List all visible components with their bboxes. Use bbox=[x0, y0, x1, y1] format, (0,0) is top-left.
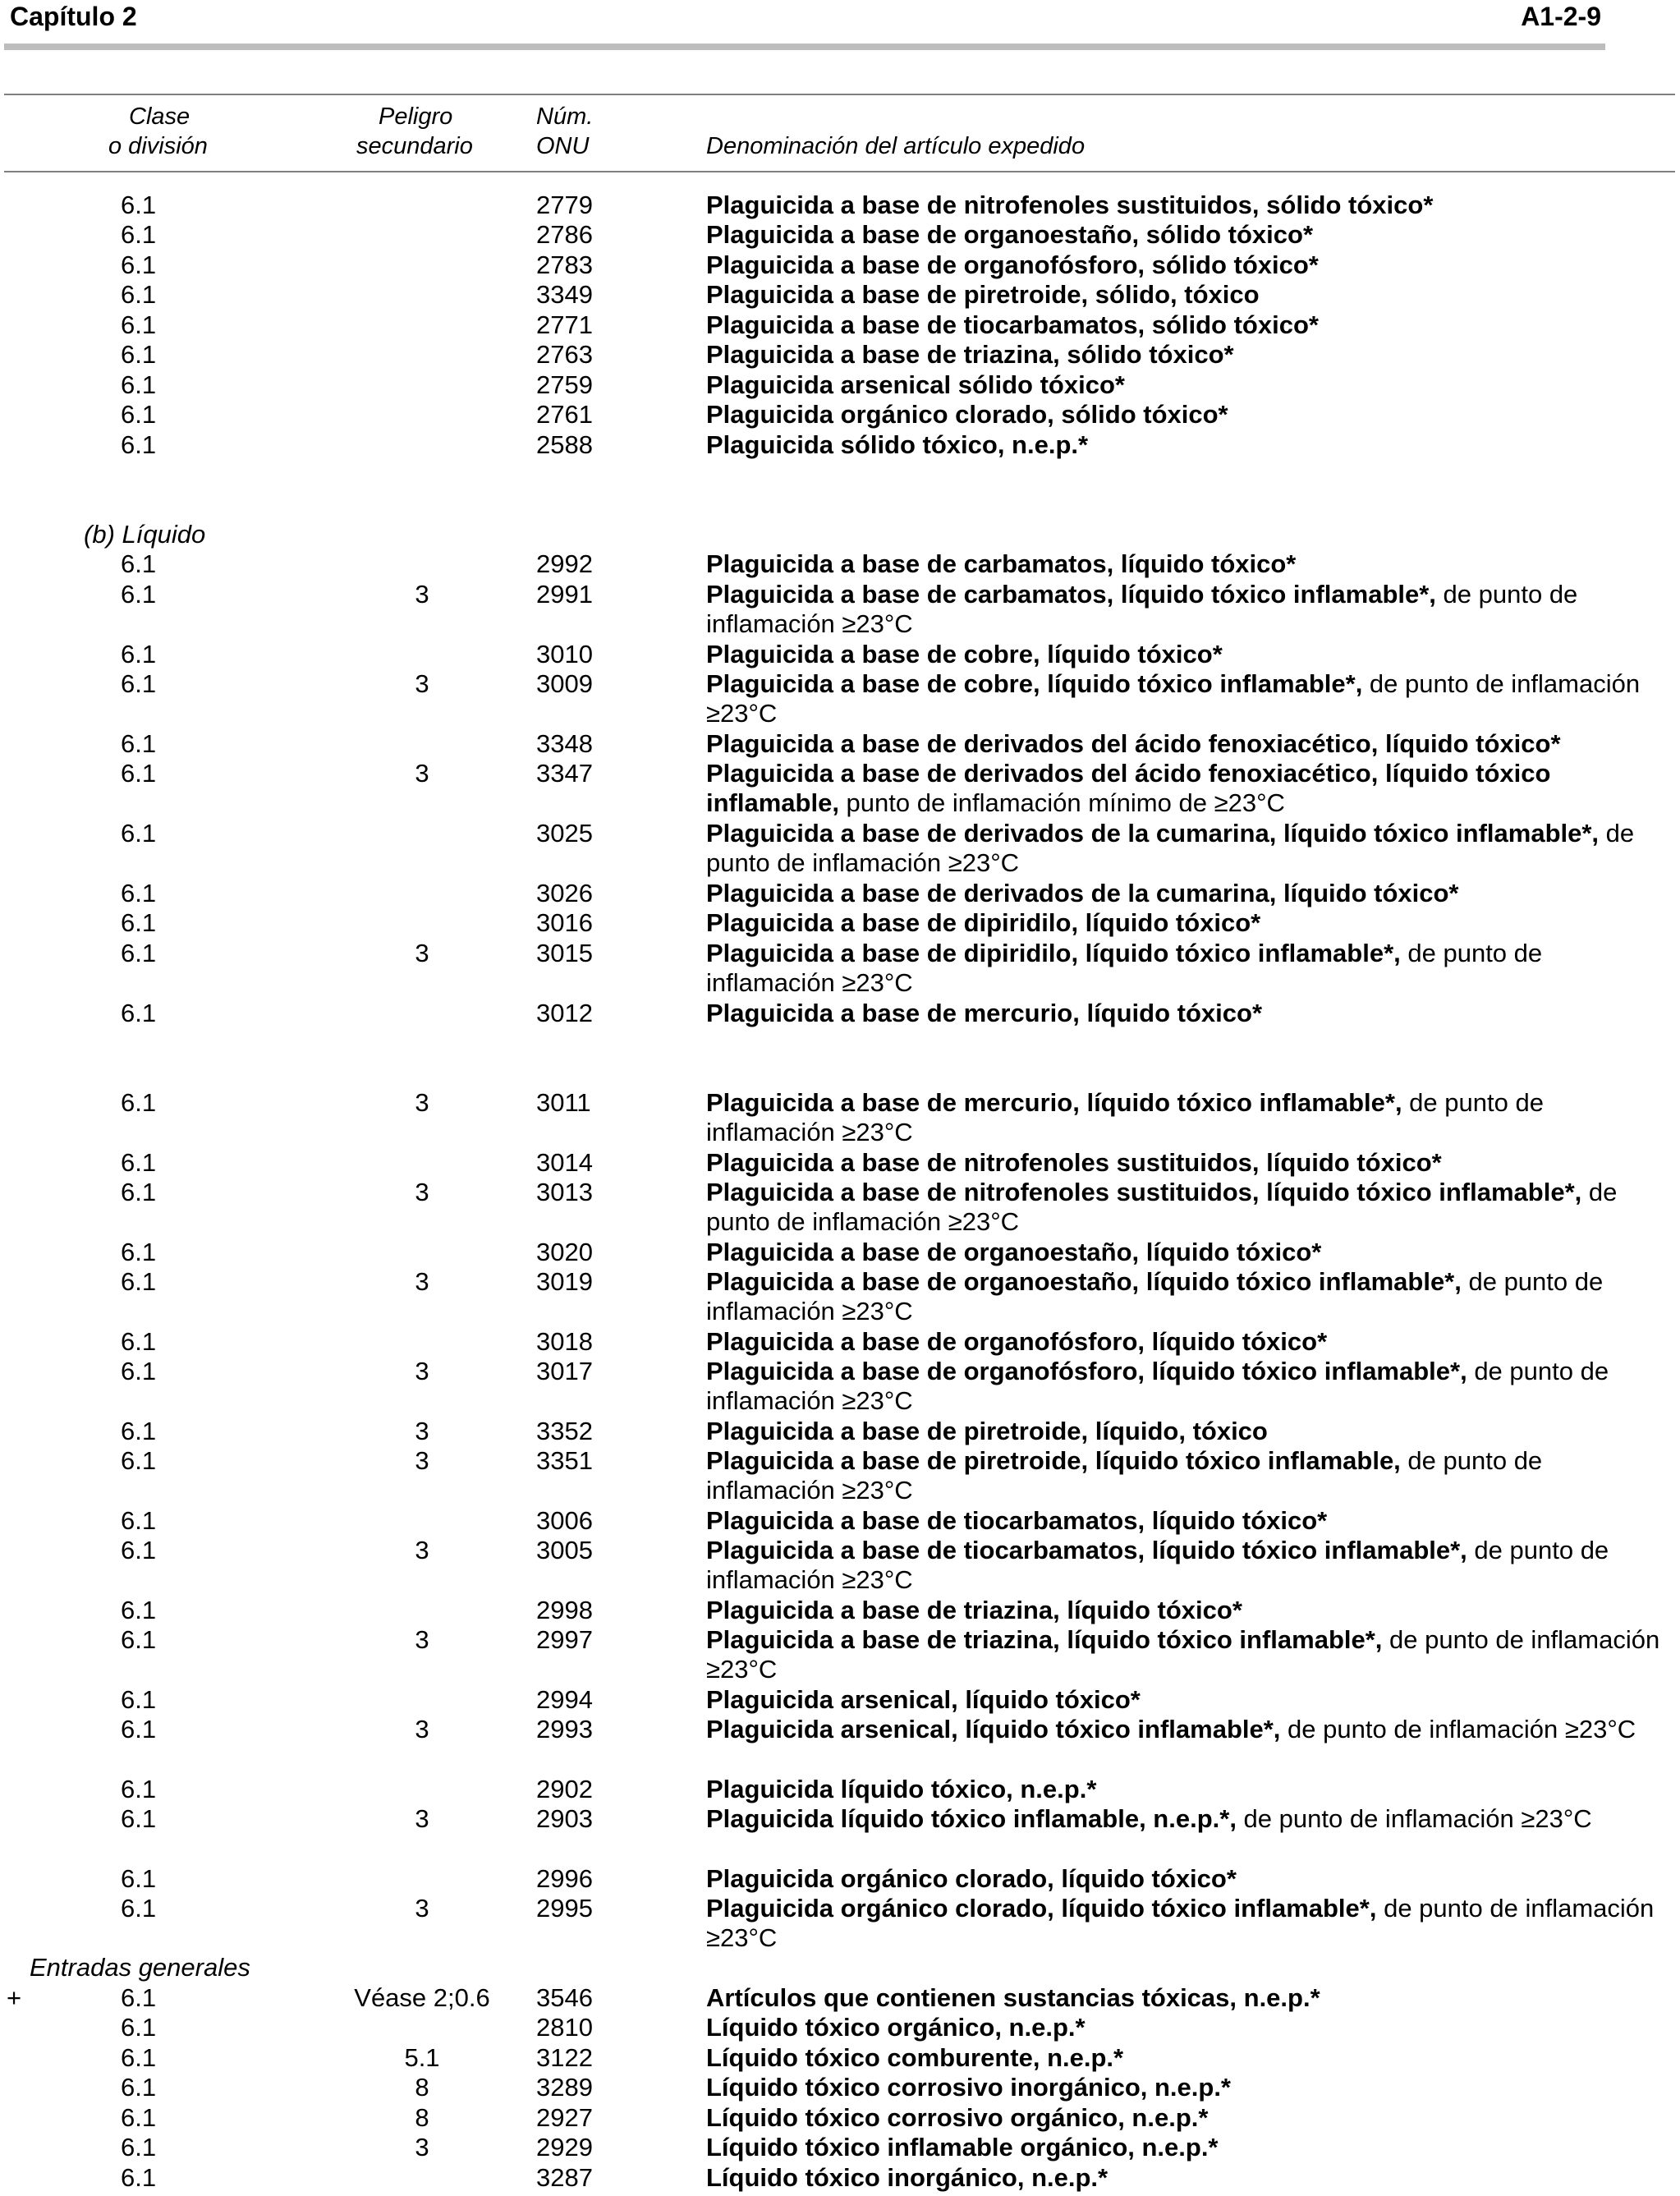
shipping-name-cell bbox=[706, 580, 1672, 640]
un-number-cell: 2997 bbox=[536, 1625, 593, 1654]
shipping-name-rest: de punto de inflamación ≥23°C bbox=[706, 1088, 1544, 1147]
class-cell: 6.1 bbox=[121, 669, 157, 698]
shipping-name-bold: Plaguicida arsenical sólido tóxico* bbox=[706, 370, 1125, 399]
table-top-rule bbox=[4, 94, 1675, 95]
shipping-name-rest: de punto de inflamación ≥23°C bbox=[706, 1267, 1604, 1326]
shipping-name-bold: Líquido tóxico corrosivo inorgánico, n.e.p.* bbox=[706, 2073, 1231, 2102]
shipping-name-bold: Líquido tóxico comburente, n.e.p.* bbox=[706, 2043, 1124, 2072]
class-cell: 6.1 bbox=[121, 1536, 157, 1564]
class-cell: 6.1 bbox=[121, 759, 157, 788]
shipping-name-rest: de punto de inflamación ≥23°C bbox=[706, 1536, 1609, 1595]
un-number-cell: 2992 bbox=[536, 549, 593, 578]
shipping-name-bold: Plaguicida orgánico clorado, líquido tóxico inflamable*, bbox=[706, 1894, 1377, 1923]
un-number-cell: 2588 bbox=[536, 430, 593, 459]
shipping-name-cell bbox=[706, 280, 1672, 310]
page-number: A1-2-9 bbox=[1521, 2, 1601, 31]
shipping-name-bold: Plaguicida a base de piretroide, líquido, tóxico bbox=[706, 1417, 1268, 1445]
un-number-cell: 2927 bbox=[536, 2103, 593, 2132]
secondary-hazard-value: 5.1 bbox=[404, 2043, 440, 2072]
col-head-class-2: o división bbox=[108, 133, 208, 159]
un-number-cell: 3019 bbox=[536, 1267, 593, 1296]
class-cell: 6.1 bbox=[121, 1357, 157, 1385]
shipping-name-bold: Plaguicida a base de triazina, sólido tóxico* bbox=[706, 340, 1234, 369]
shipping-name-bold: Plaguicida a base de carbamatos, líquido tóxico inflamable*, bbox=[706, 580, 1436, 609]
shipping-name-bold: Plaguicida a base de nitrofenoles sustituidos, líquido tóxico inflamable*, bbox=[706, 1178, 1582, 1206]
class-cell: 6.1 bbox=[121, 1685, 157, 1714]
shipping-name-cell bbox=[706, 549, 1672, 579]
shipping-name-bold: Plaguicida a base de mercurio, líquido tóxico* bbox=[706, 999, 1263, 1027]
shipping-name-bold: Plaguicida a base de carbamatos, líquido tóxico* bbox=[706, 549, 1297, 578]
class-cell: 6.1 bbox=[121, 1178, 157, 1206]
secondary-hazard-value: 8 bbox=[415, 2103, 429, 2132]
col-head-class-1: Clase bbox=[129, 103, 190, 130]
class-cell: 6.1 bbox=[121, 549, 157, 578]
class-cell: 6.1 bbox=[121, 1864, 157, 1893]
class-cell: 6.1 bbox=[121, 879, 157, 907]
un-number-cell: 3020 bbox=[536, 1238, 593, 1266]
class-cell: 6.1 bbox=[121, 1715, 157, 1743]
class-cell: 6.1 bbox=[121, 340, 157, 369]
shipping-name-cell bbox=[706, 430, 1672, 460]
un-number-cell: 3122 bbox=[536, 2043, 593, 2072]
shipping-name-cell bbox=[706, 1536, 1672, 1596]
shipping-name-cell bbox=[706, 1357, 1672, 1417]
class-cell: 6.1 bbox=[121, 400, 157, 429]
shipping-name-cell bbox=[706, 1088, 1672, 1148]
un-number-cell: 3013 bbox=[536, 1178, 593, 1206]
un-number-cell: 2771 bbox=[536, 310, 593, 339]
un-number-cell: 2783 bbox=[536, 250, 593, 279]
un-number-cell: 3352 bbox=[536, 1417, 593, 1445]
secondary-hazard-value: 3 bbox=[415, 1715, 429, 1743]
shipping-name-bold: Plaguicida a base de piretroide, líquido tóxico inflamable, bbox=[706, 1446, 1401, 1475]
class-cell: 6.1 bbox=[121, 1446, 157, 1475]
shipping-name-cell bbox=[706, 220, 1672, 250]
shipping-name-rest: punto de inflamación mínimo de ≥23°C bbox=[838, 788, 1285, 818]
un-number-cell: 3012 bbox=[536, 999, 593, 1027]
un-number-cell: 2995 bbox=[536, 1894, 593, 1923]
un-number-cell: 3348 bbox=[536, 729, 593, 758]
shipping-name-rest: de punto de inflamación ≥23°C bbox=[706, 1178, 1618, 1237]
class-cell: 6.1 bbox=[121, 2103, 157, 2132]
shipping-name-cell bbox=[706, 1625, 1672, 1685]
class-cell: 6.1 bbox=[121, 250, 157, 279]
un-number-cell: 3011 bbox=[536, 1088, 591, 1117]
shipping-name-bold: Plaguicida a base de tiocarbamatos, líquido tóxico* bbox=[706, 1506, 1328, 1535]
shipping-name-cell bbox=[706, 729, 1672, 759]
shipping-name-cell bbox=[706, 1178, 1672, 1238]
class-cell: 6.1 bbox=[121, 729, 157, 758]
class-cell: 6.1 bbox=[121, 2163, 157, 2192]
secondary-hazard-value: 3 bbox=[415, 1088, 429, 1117]
un-number-cell: 2763 bbox=[536, 340, 593, 369]
secondary-hazard-value: 3 bbox=[415, 759, 429, 788]
shipping-name-cell bbox=[706, 640, 1672, 669]
shipping-name-bold: Plaguicida a base de nitrofenoles sustituidos, líquido tóxico* bbox=[706, 1148, 1442, 1177]
shipping-name-bold: Plaguicida arsenical, líquido tóxico inflamable*, bbox=[706, 1715, 1281, 1743]
shipping-name-bold: Plaguicida a base de cobre, líquido tóxico* bbox=[706, 640, 1223, 668]
un-number-cell: 3014 bbox=[536, 1148, 593, 1177]
shipping-name-bold: Plaguicida a base de derivados del ácido fenoxiacético, líquido tóxico* bbox=[706, 729, 1561, 758]
col-head-secondary-1: Peligro bbox=[379, 103, 453, 130]
un-number-cell: 2991 bbox=[536, 580, 593, 609]
class-cell: 6.1 bbox=[121, 191, 157, 219]
shipping-name-bold: Plaguicida a base de triazina, líquido tóxico* bbox=[706, 1596, 1242, 1624]
shipping-name-bold: Líquido tóxico inflamable orgánico, n.e.p.* bbox=[706, 2133, 1219, 2162]
class-cell: 6.1 bbox=[121, 1804, 157, 1833]
un-number-cell: 3025 bbox=[536, 819, 593, 848]
un-number-cell: 3546 bbox=[536, 1983, 593, 2012]
class-cell: 6.1 bbox=[121, 2133, 157, 2162]
shipping-name-cell bbox=[706, 1685, 1672, 1715]
shipping-name-cell bbox=[706, 1327, 1672, 1357]
shipping-name-cell bbox=[706, 1775, 1672, 1804]
un-number-cell: 2993 bbox=[536, 1715, 593, 1743]
shipping-name-rest: de punto de inflamación ≥23°C bbox=[706, 669, 1641, 728]
shipping-name-bold: Plaguicida a base de triazina, líquido tóxico inflamable*, bbox=[706, 1625, 1383, 1654]
shipping-name-cell bbox=[706, 1596, 1672, 1625]
shipping-name-cell bbox=[706, 370, 1672, 400]
un-number-cell: 2810 bbox=[536, 2013, 593, 2042]
class-cell: 6.1 bbox=[121, 1088, 157, 1117]
shipping-name-bold: Plaguicida a base de organoestaño, sólido tóxico* bbox=[706, 220, 1314, 249]
secondary-hazard-value: 3 bbox=[415, 1625, 429, 1654]
shipping-name-bold: Plaguicida a base de dipiridilo, líquido tóxico inflamable*, bbox=[706, 939, 1401, 967]
class-cell: 6.1 bbox=[121, 1267, 157, 1296]
shipping-name-bold: Plaguicida a base de piretroide, sólido, tóxico bbox=[706, 280, 1260, 309]
secondary-hazard-value: Véase 2;0.6 bbox=[354, 1983, 490, 2012]
shipping-name-bold: Plaguicida a base de mercurio, líquido tóxico inflamable*, bbox=[706, 1088, 1402, 1117]
class-cell: 6.1 bbox=[121, 430, 157, 459]
shipping-name-rest: de punto de inflamación ≥23°C bbox=[706, 1625, 1660, 1684]
shipping-name-bold: Líquido tóxico corrosivo orgánico, n.e.p.* bbox=[706, 2103, 1209, 2132]
class-cell: 6.1 bbox=[121, 1148, 157, 1177]
un-number-cell: 3017 bbox=[536, 1357, 593, 1385]
shipping-name-cell bbox=[706, 939, 1672, 999]
shipping-name-cell bbox=[706, 1506, 1672, 1536]
shipping-name-bold: Plaguicida a base de cobre, líquido tóxico inflamable*, bbox=[706, 669, 1363, 698]
class-cell: 6.1 bbox=[121, 1596, 157, 1624]
un-number-cell: 3015 bbox=[536, 939, 593, 967]
shipping-name-cell bbox=[706, 999, 1672, 1028]
class-cell: 6.1 bbox=[121, 819, 157, 848]
shipping-name-cell bbox=[706, 2043, 1672, 2073]
shipping-name-rest: de punto de inflamación ≥23°C bbox=[706, 939, 1543, 998]
un-number-cell: 3006 bbox=[536, 1506, 593, 1535]
secondary-hazard-value: 3 bbox=[415, 1894, 429, 1923]
un-number-cell: 3016 bbox=[536, 908, 593, 937]
shipping-name-cell bbox=[706, 1804, 1672, 1834]
col-head-un-1: Núm. bbox=[536, 103, 594, 130]
shipping-name-bold: Artículos que contienen sustancias tóxicas, n.e.p.* bbox=[706, 1983, 1320, 2012]
secondary-hazard-value: 3 bbox=[415, 580, 429, 609]
class-cell: 6.1 bbox=[121, 640, 157, 668]
un-number-cell: 2779 bbox=[536, 191, 593, 219]
un-number-cell: 3010 bbox=[536, 640, 593, 668]
shipping-name-bold: Plaguicida a base de organofósforo, líquido tóxico inflamable*, bbox=[706, 1357, 1467, 1385]
class-cell: 6.1 bbox=[121, 1775, 157, 1803]
un-number-cell: 3347 bbox=[536, 759, 593, 788]
shipping-name-rest: de punto de inflamación ≥23°C bbox=[706, 1894, 1655, 1953]
class-cell: 6.1 bbox=[121, 1238, 157, 1266]
secondary-hazard-value: 8 bbox=[415, 2073, 429, 2102]
shipping-name-bold: Plaguicida orgánico clorado, líquido tóxico* bbox=[706, 1864, 1237, 1893]
shipping-name-cell bbox=[706, 2103, 1672, 2133]
shipping-name-cell bbox=[706, 310, 1672, 340]
un-number-cell: 2903 bbox=[536, 1804, 593, 1833]
secondary-hazard-value: 3 bbox=[415, 1178, 429, 1206]
class-cell: 6.1 bbox=[121, 1983, 157, 2012]
revision-mark: + bbox=[7, 1983, 22, 2012]
secondary-hazard-value: 3 bbox=[415, 1804, 429, 1833]
class-cell: 6.1 bbox=[121, 2073, 157, 2102]
shipping-name-cell bbox=[706, 1267, 1672, 1327]
class-cell: 6.1 bbox=[121, 1894, 157, 1923]
secondary-hazard-value: 3 bbox=[415, 1417, 429, 1445]
shipping-name-cell bbox=[706, 191, 1672, 220]
shipping-name-cell bbox=[706, 669, 1672, 729]
class-cell: 6.1 bbox=[121, 280, 157, 309]
shipping-name-cell bbox=[706, 759, 1672, 819]
class-cell: 6.1 bbox=[121, 939, 157, 967]
class-cell: 6.1 bbox=[121, 908, 157, 937]
shipping-name-rest: de punto de inflamación ≥23°C bbox=[706, 1446, 1543, 1505]
shipping-name-bold: Plaguicida a base de derivados del ácido fenoxiacético, líquido tóxico inflamable, bbox=[706, 759, 1551, 818]
un-number-cell: 2786 bbox=[536, 220, 593, 249]
shipping-name-bold: Plaguicida a base de organofósforo, sólido tóxico* bbox=[706, 250, 1319, 279]
shipping-name-cell bbox=[706, 2013, 1672, 2042]
shipping-name-cell bbox=[706, 819, 1672, 879]
un-number-cell: 2996 bbox=[536, 1864, 593, 1893]
un-number-cell: 3287 bbox=[536, 2163, 593, 2192]
shipping-name-cell bbox=[706, 908, 1672, 938]
shipping-name-bold: Plaguicida a base de organoestaño, líquido tóxico* bbox=[706, 1238, 1322, 1266]
un-number-cell: 3026 bbox=[536, 879, 593, 907]
shipping-name-cell bbox=[706, 879, 1672, 908]
secondary-hazard-value: 3 bbox=[415, 1357, 429, 1385]
shipping-name-cell bbox=[706, 2133, 1672, 2162]
un-number-cell: 2994 bbox=[536, 1685, 593, 1714]
shipping-name-rest: de punto de inflamación ≥23°C bbox=[1236, 1804, 1592, 1833]
un-number-cell: 2929 bbox=[536, 2133, 593, 2162]
class-cell: 6.1 bbox=[121, 1327, 157, 1356]
shipping-name-cell bbox=[706, 1417, 1672, 1446]
secondary-hazard-value: 3 bbox=[415, 1446, 429, 1475]
chapter-title: Capítulo 2 bbox=[10, 2, 137, 31]
shipping-name-cell bbox=[706, 1148, 1672, 1178]
shipping-name-cell bbox=[706, 1983, 1672, 2013]
class-cell: 6.1 bbox=[121, 999, 157, 1027]
shipping-name-cell bbox=[706, 1715, 1672, 1744]
un-number-cell: 3005 bbox=[536, 1536, 593, 1564]
shipping-name-bold: Plaguicida a base de organofósforo, líquido tóxico* bbox=[706, 1327, 1328, 1356]
shipping-name-rest: de punto de inflamación ≥23°C bbox=[706, 580, 1578, 639]
shipping-name-rest: de punto de inflamación ≥23°C bbox=[706, 819, 1635, 878]
shipping-name-bold: Plaguicida a base de derivados de la cumarina, líquido tóxico inflamable*, bbox=[706, 819, 1600, 848]
shipping-name-cell bbox=[706, 1238, 1672, 1267]
shipping-name-cell bbox=[706, 1894, 1672, 1954]
shipping-name-bold: Plaguicida a base de nitrofenoles sustituidos, sólido tóxico* bbox=[706, 191, 1434, 219]
shipping-name-rest: de punto de inflamación ≥23°C bbox=[1280, 1715, 1636, 1743]
class-cell: 6.1 bbox=[121, 220, 157, 249]
table-header-rule bbox=[4, 171, 1675, 172]
class-cell: 6.1 bbox=[121, 1625, 157, 1654]
shipping-name-bold: Plaguicida orgánico clorado, sólido tóxico* bbox=[706, 400, 1228, 429]
shipping-name-bold: Plaguicida arsenical, líquido tóxico* bbox=[706, 1685, 1141, 1714]
shipping-name-cell bbox=[706, 340, 1672, 370]
section-title-general: Entradas generales bbox=[30, 1953, 250, 1982]
shipping-name-cell bbox=[706, 2073, 1672, 2102]
shipping-name-bold: Plaguicida sólido tóxico, n.e.p.* bbox=[706, 430, 1089, 459]
un-number-cell: 2998 bbox=[536, 1596, 593, 1624]
shipping-name-bold: Plaguicida a base de tiocarbamatos, sólido tóxico* bbox=[706, 310, 1319, 339]
shipping-name-bold: Plaguicida a base de derivados de la cumarina, líquido tóxico* bbox=[706, 879, 1459, 907]
un-number-cell: 2902 bbox=[536, 1775, 593, 1803]
un-number-cell: 3018 bbox=[536, 1327, 593, 1356]
un-number-cell: 3289 bbox=[536, 2073, 593, 2102]
shipping-name-cell bbox=[706, 2163, 1672, 2193]
shipping-name-bold: Plaguicida líquido tóxico inflamable, n.e.p.*, bbox=[706, 1804, 1237, 1833]
header-rule bbox=[4, 44, 1605, 50]
secondary-hazard-value: 3 bbox=[415, 2133, 429, 2162]
class-cell: 6.1 bbox=[121, 1417, 157, 1445]
shipping-name-bold: Plaguicida líquido tóxico, n.e.p.* bbox=[706, 1775, 1097, 1803]
shipping-name-bold: Plaguicida a base de organoestaño, líquido tóxico inflamable*, bbox=[706, 1267, 1462, 1296]
shipping-name-bold: Plaguicida a base de tiocarbamatos, líquido tóxico inflamable*, bbox=[706, 1536, 1467, 1564]
shipping-name-bold: Líquido tóxico inorgánico, n.e.p.* bbox=[706, 2163, 1109, 2192]
un-number-cell: 2761 bbox=[536, 400, 593, 429]
class-cell: 6.1 bbox=[121, 2013, 157, 2042]
secondary-hazard-value: 3 bbox=[415, 669, 429, 698]
un-number-cell: 2759 bbox=[536, 370, 593, 399]
secondary-hazard-value: 3 bbox=[415, 1536, 429, 1564]
secondary-hazard-value: 3 bbox=[415, 1267, 429, 1296]
un-number-cell: 3351 bbox=[536, 1446, 593, 1475]
shipping-name-rest: de punto de inflamación ≥23°C bbox=[706, 1357, 1609, 1416]
shipping-name-cell bbox=[706, 1864, 1672, 1894]
col-head-un-2: ONU bbox=[536, 133, 590, 159]
shipping-name-cell bbox=[706, 250, 1672, 280]
un-number-cell: 3349 bbox=[536, 280, 593, 309]
class-cell: 6.1 bbox=[121, 310, 157, 339]
shipping-name-bold: Líquido tóxico orgánico, n.e.p.* bbox=[706, 2013, 1086, 2042]
col-head-name: Denominación del artículo expedido bbox=[706, 133, 1086, 159]
secondary-hazard-value: 3 bbox=[415, 939, 429, 967]
class-cell: 6.1 bbox=[121, 370, 157, 399]
class-cell: 6.1 bbox=[121, 2043, 157, 2072]
class-cell: 6.1 bbox=[121, 580, 157, 609]
un-number-cell: 3009 bbox=[536, 669, 593, 698]
shipping-name-cell bbox=[706, 400, 1672, 430]
shipping-name-cell bbox=[706, 1446, 1672, 1506]
class-cell: 6.1 bbox=[121, 1506, 157, 1535]
section-title-liquid: (b) Líquido bbox=[84, 520, 206, 549]
shipping-name-bold: Plaguicida a base de dipiridilo, líquido tóxico* bbox=[706, 908, 1261, 937]
col-head-secondary-2: secundario bbox=[356, 133, 473, 159]
